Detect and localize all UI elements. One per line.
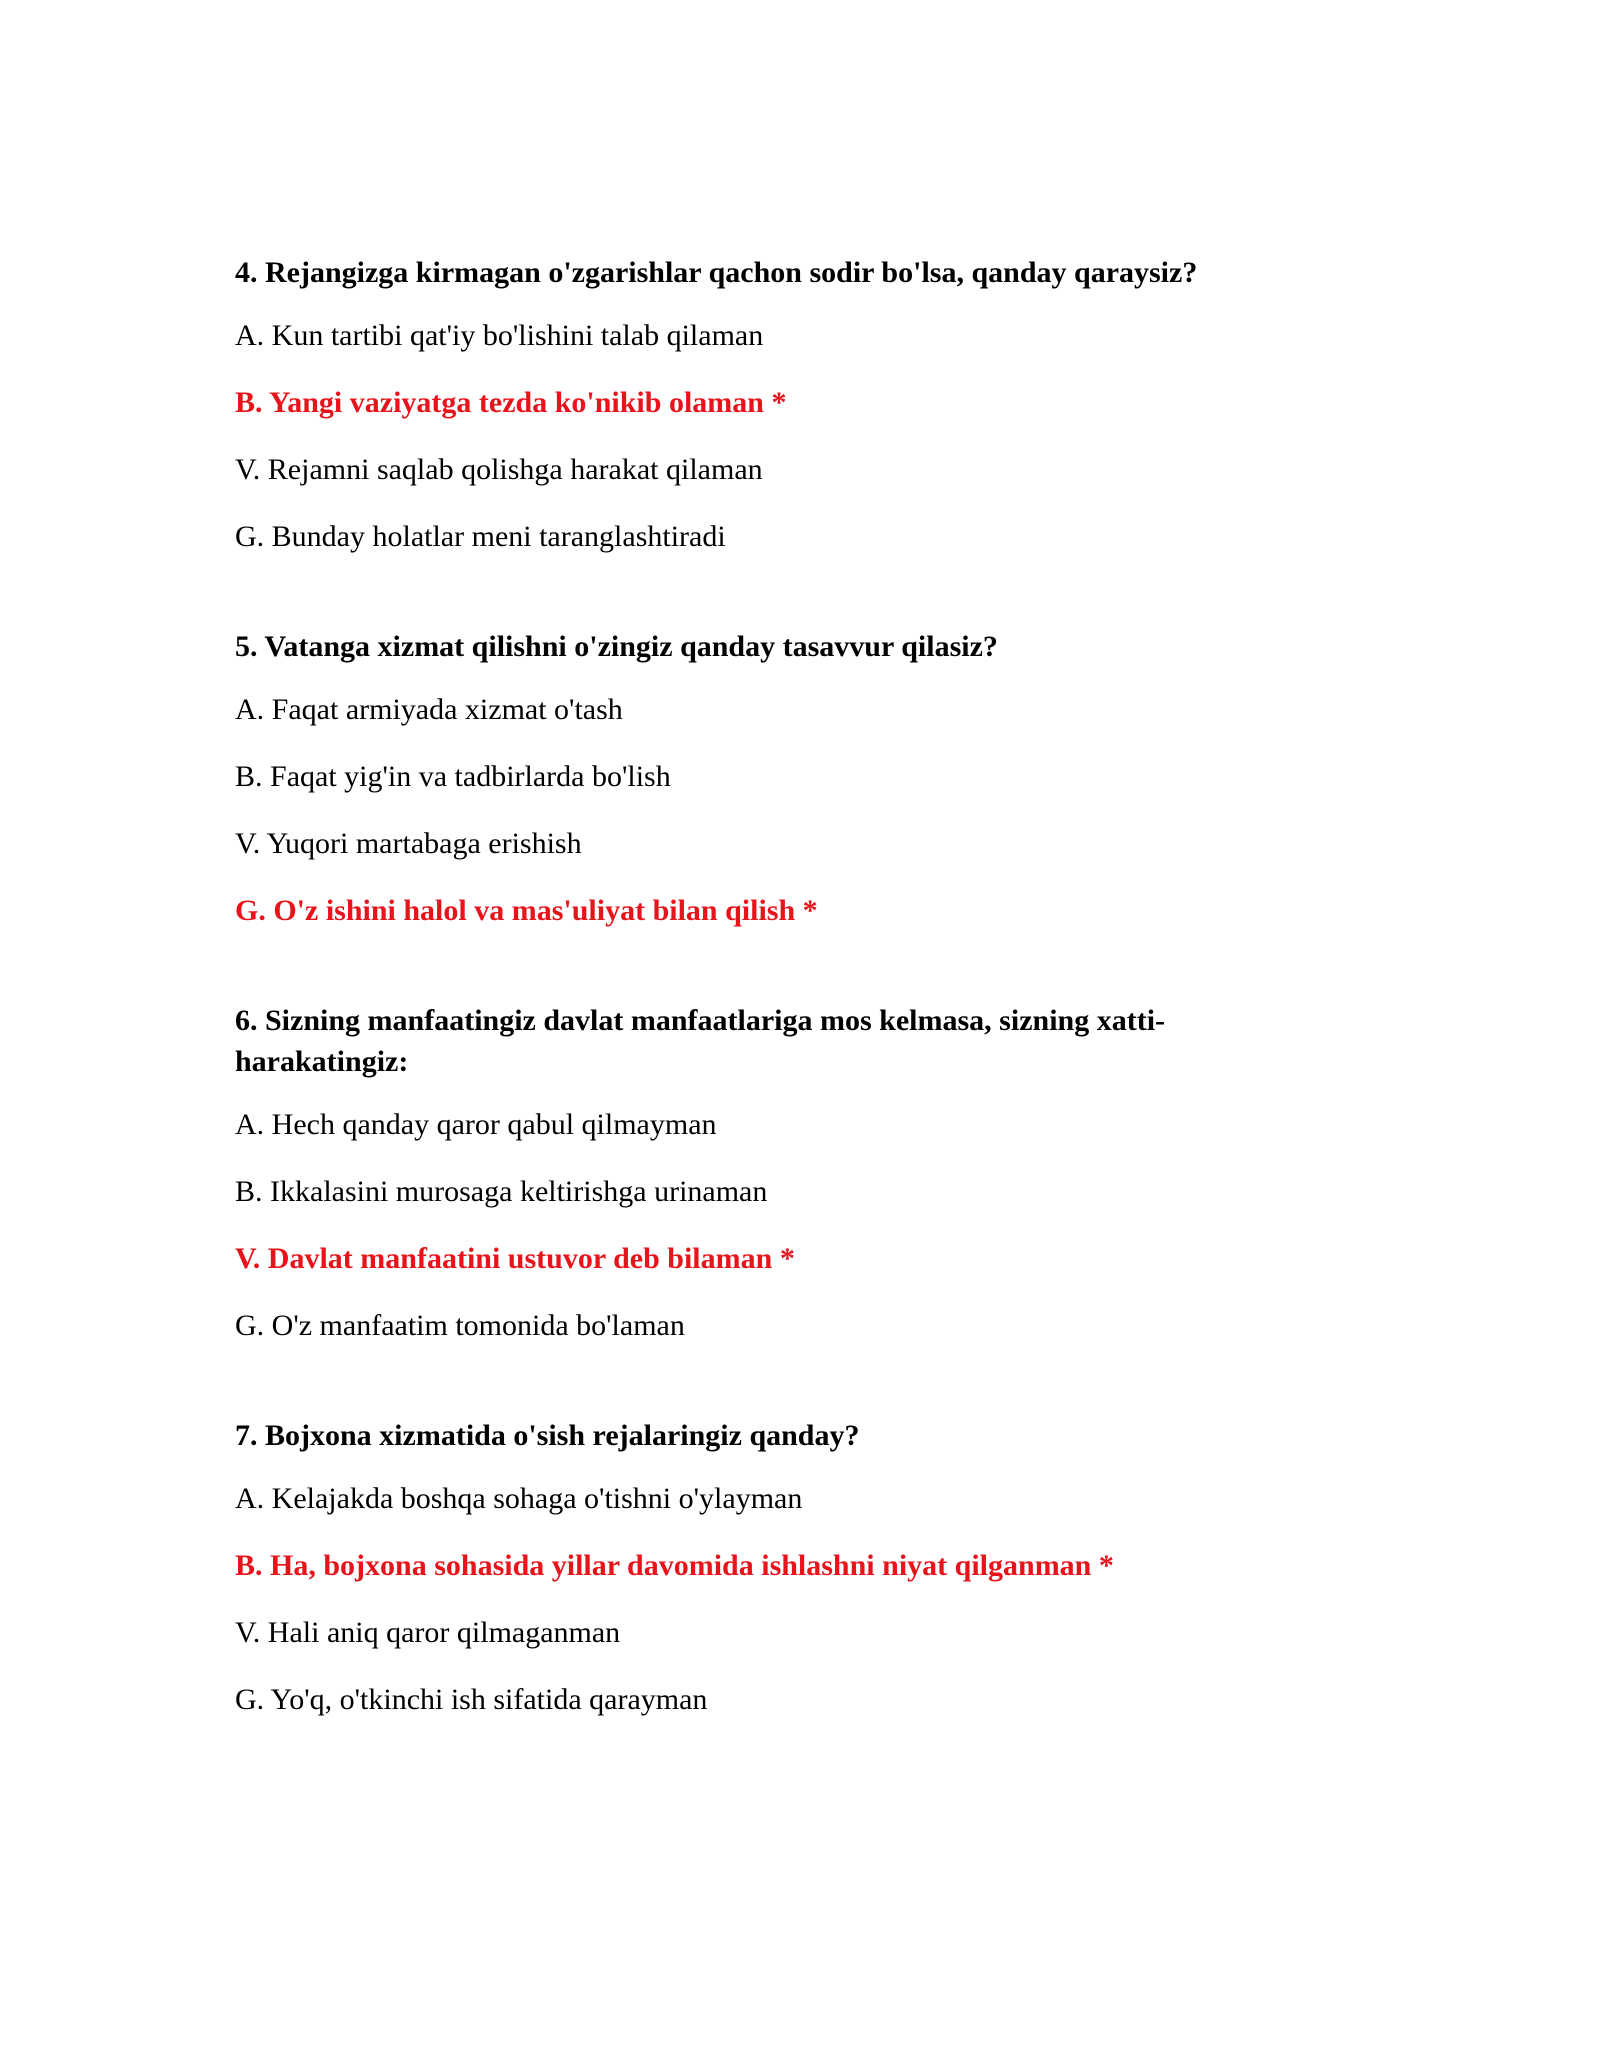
question-text: 7. Bojxona xizmatida o'sish rejalaringiz qanday? <box>235 1419 860 1452</box>
question-4 <box>235 252 1300 557</box>
answer-option-v-correct: V. Davlat manfaatini ustuvor deb bilaman * <box>235 1242 795 1275</box>
answer-option-b-correct: B. Yangi vaziyatga tezda ko'nikib olaman * <box>235 386 787 419</box>
answer-option-b-correct: B. Ha, bojxona sohasida yillar davomida ishlashni niyat qilganman * <box>235 1549 1114 1582</box>
question-6 <box>235 1000 1300 1346</box>
question-text: 4. Rejangizga kirmagan o'zgarishlar qachon sodir bo'lsa, qanday qaraysiz? <box>235 256 1198 289</box>
answer-option-g: G. O'z manfaatim tomonida bo'laman <box>235 1309 685 1342</box>
answer-option-g: G. Bunday holatlar meni taranglashtiradi <box>235 520 726 553</box>
answer-option-g-correct: G. O'z ishini halol va mas'uliyat bilan qilish * <box>235 894 818 927</box>
question-text: 5. Vatanga xizmat qilishni o'zingiz qanday tasavvur qilasiz? <box>235 630 998 663</box>
answer-option-g: G. Yo'q, o'tkinchi ish sifatida qarayman <box>235 1683 708 1716</box>
answer-option-a: A. Hech qanday qaror qabul qilmayman <box>235 1108 717 1141</box>
answer-option-b: B. Faqat yig'in va tadbirlarda bo'lish <box>235 760 671 793</box>
question-7 <box>235 1415 1300 1720</box>
answer-option-v: V. Hali aniq qaror qilmaganman <box>235 1616 621 1649</box>
answer-option-b: B. Ikkalasini murosaga keltirishga urinaman <box>235 1175 768 1208</box>
question-text: 6. Sizning manfaatingiz davlat manfaatlariga mos kelmasa, sizning xatti-harakatingiz: <box>235 1004 1166 1078</box>
answer-option-v: V. Rejamni saqlab qolishga harakat qilaman <box>235 453 763 486</box>
answer-option-v: V. Yuqori martabaga erishish <box>235 827 582 860</box>
answer-option-a: A. Faqat armiyada xizmat o'tash <box>235 693 623 726</box>
answer-option-a: A. Kun tartibi qat'iy bo'lishini talab qilaman <box>235 319 764 352</box>
question-5 <box>235 626 1300 931</box>
answer-option-a: A. Kelajakda boshqa sohaga o'tishni o'ylayman <box>235 1482 803 1515</box>
